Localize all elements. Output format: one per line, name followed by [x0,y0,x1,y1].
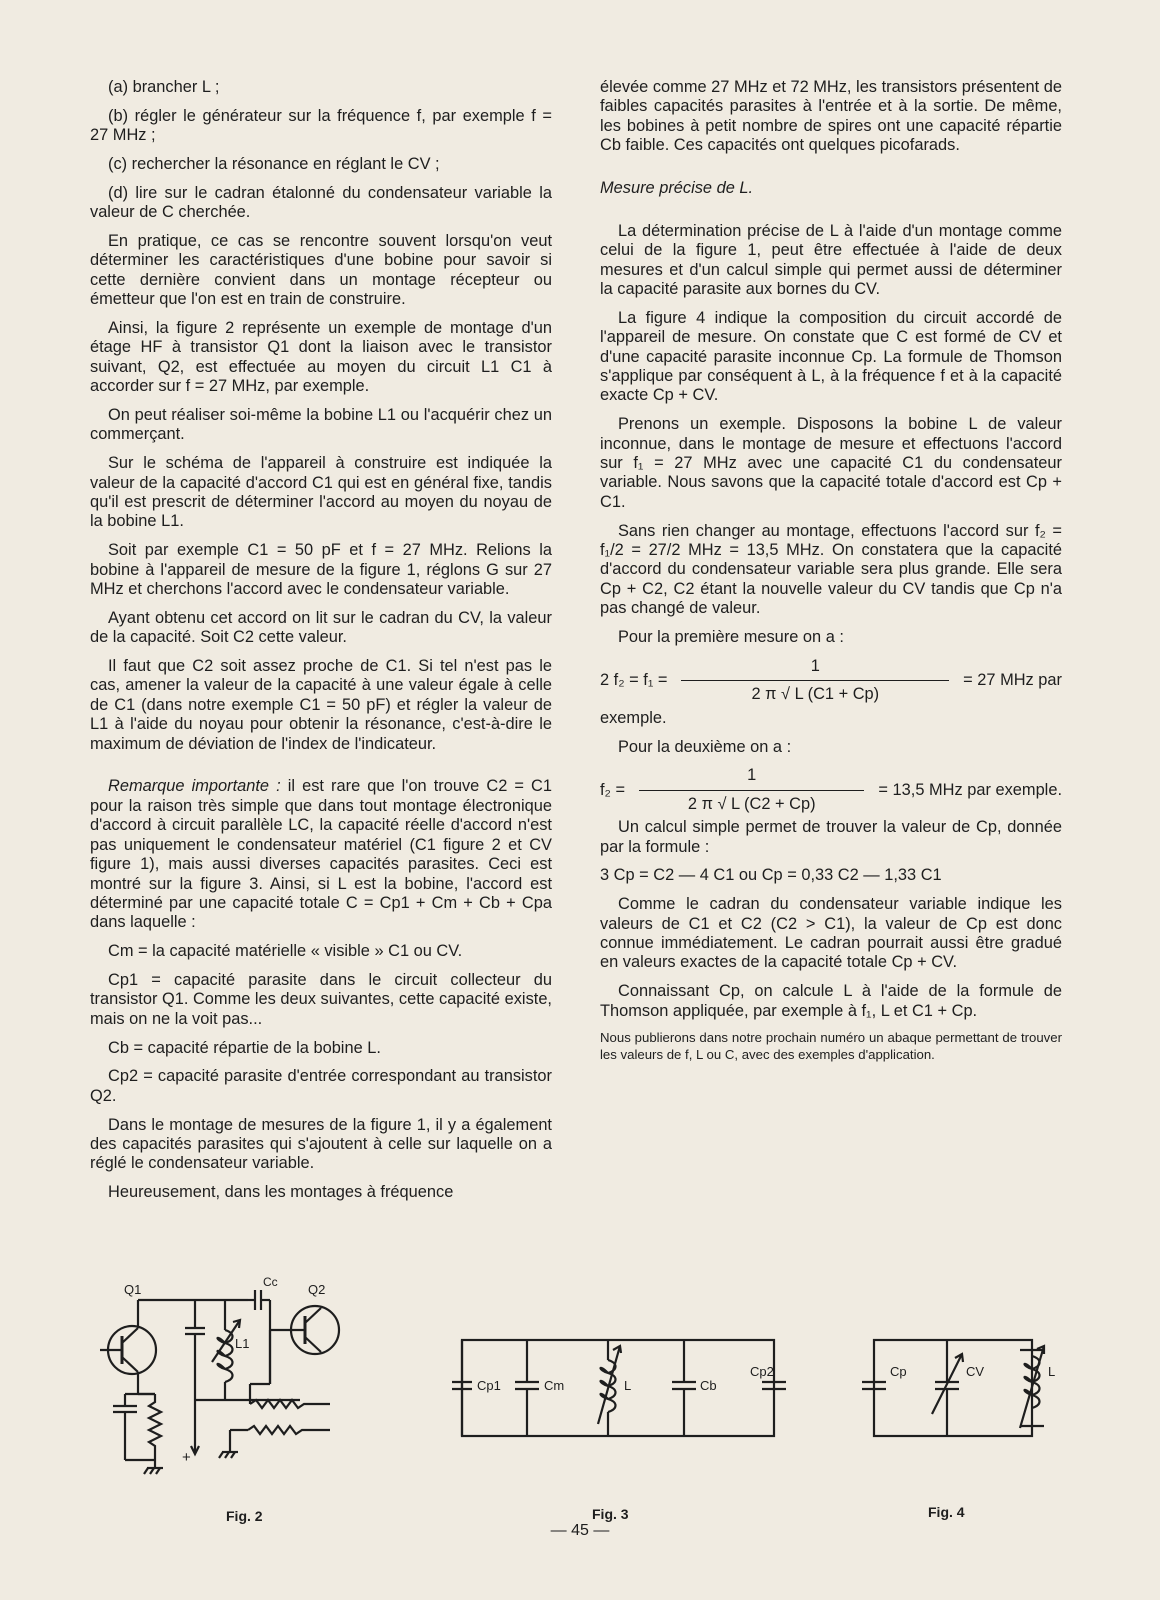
paragraph-text: Cm = la capacité matérielle « visible » C1 ou CV. [108,942,463,961]
paragraph-text: Dans le montage de mesures de la figure 1, il y a également des capacités parasites qui s'ajoutent à celle sur laquelle on a réglé le condensateur variable. [90,1115,552,1173]
paragraph: Pour la première mesure on a : [618,628,844,647]
equation-1-denominator: 2 π √ L (C1 + Cp) [751,685,880,704]
label-cm: Cm [544,1378,565,1393]
label-cc: Cc [263,1275,278,1289]
paragraph [90,454,552,532]
figure-4-circuit [862,1336,1062,1446]
paragraph: Un calcul simple permet de trouver la valeur de Cp, donnée par la formule : [600,818,1062,856]
paragraph-text: (b) régler le générateur sur la fréquence f, par exemple f = 27 MHz ; [90,106,552,145]
paragraph: Sans rien changer au montage, effectuons l'accord sur f₂ = f₁/2 = 27/2 MHz = 13,5 MHz. On constatera que la capacité d'accord du condensateur variable sera plus grande. Elle sera Cp + C2, C2 étant la nouvelle valeur du CV tandis que Cp n'a pas changé de valeur. [600,521,1062,618]
equation-1-numerator: 1 [681,657,949,681]
right-column [600,78,1062,1072]
equation-2-rhs: = 13,5 MHz par exemple. [878,780,1062,799]
paragraph [90,406,552,445]
paragraph-text: Sur le schéma de l'appareil à construire est indiquée la valeur de la capacité d'accord C1 qui est en général fixe, tandis qu'il est prescrit de déterminer l'accord au moyen du noyau de la bobine L1. [90,454,552,531]
paragraph-text: On peut réaliser soi-même la bobine L1 ou l'acquérir chez un commerçant. [90,406,552,444]
left-column [90,78,552,1212]
paragraph-text: Cb = capacité répartie de la bobine L. [108,1038,381,1057]
paragraph: Comme le cadran du condensateur variable indique les valeurs de C1 et C2 (C2 > C1), la valeur de Cp est donc connue immédiatement. Le cadran pourrait aussi être gradué en valeurs exactes de la capacité totale Cp + CV. [600,895,1062,972]
paragraph [90,541,552,599]
paragraph-text: Il faut que C2 soit assez proche de C1. Si tel n'est pas le cas, amener la valeur de la capacité à une valeur égale à celle de C1 (dans notre exemple C1 = 50 pF) et régler la valeur de L1 à l'aide du noyau pour obtenir la résonance, c'est-à-dire le maximum de déviation de l'index de l'indicateur. [90,657,552,753]
figure-4-caption: Fig. 4 [928,1504,965,1520]
paragraph [90,1039,552,1058]
equation-1 [600,657,1062,705]
paragraph [90,232,552,310]
equation-2-numerator: 1 [639,766,864,790]
paragraph: La détermination précise de L à l'aide d'un montage comme celui de la figure 1, peut être effectuée à l'aide de deux mesures et d'un calcul simple qui permet aussi de déterminer la capacité parasite aux bornes du CV. [600,221,1062,299]
paragraph: élevée comme 27 MHz et 72 MHz, les transistors présentent de faibles capacités parasites à l'entrée et à la sortie. De même, les bobines à petit nombre de spires ont une capacité répartie Cb faible. Ces capacités ont quelques picofarads. [600,78,1062,155]
paragraph-text: Heureusement, dans les montages à fréquence [108,1183,454,1202]
paragraph-text: (a) brancher L ; [108,78,220,96]
label-l: L [624,1378,632,1393]
paragraph-text: Cp2 = capacité parasite d'entrée correspondant au transistor Q2. [90,1067,552,1105]
paragraph-text: il est rare que l'on trouve C2 = C1 pour la raison très simple que dans tout montage électronique d'accord à circuit parallèle LC, la capacité réelle d'accord n'est pas uniquement le condensateur matériel (C1 figure 2 et CV figure 1), mais aussi diverses capacités parasites. Ceci est montré sur la figure 3. Ainsi, si L est la bobine, l'accord est déterminé par une capacité totale C = Cp1 + Cm + Cb + Cpa dans laquelle : [90,777,552,932]
paragraph [90,657,552,754]
figure-3-circuit [452,1336,792,1446]
paragraph-text: (c) rechercher la résonance en réglant le CV ; [108,155,440,173]
paragraph: Connaissant Cp, on calcule L à l'aide de la formule de Thomson appliquée, par exemple à f₁, L et C1 + Cp. [600,982,1062,1020]
paragraph [90,319,552,397]
label-cv: CV [966,1364,985,1379]
label-l1: L1 [235,1336,250,1351]
paragraph-text: Cp1 = capacité parasite dans le circuit collecteur du transistor Q1. Comme les deux suivantes, cette capacité existe, mais on ne la voit pas... [90,970,552,1028]
label-q2: Q2 [308,1282,326,1297]
paragraph [90,1183,552,1202]
equation-2-lhs: f₂ = [600,780,626,799]
paragraph [90,1116,552,1174]
equation-2 [600,766,1062,814]
spacer [90,763,552,777]
equation-1-rhs: = 27 MHz par [963,671,1062,690]
paragraph: Pour la deuxième on a : [618,737,792,756]
equation-1-lhs: 2 f₂ = f₁ = [600,671,668,690]
paragraph: exemple. [600,708,667,727]
paragraph [90,184,552,223]
section-heading: Mesure précise de L. [600,179,754,198]
equation-1-fraction [675,657,955,705]
paragraph [90,942,552,961]
paragraph-text: Soit par exemple C1 = 50 pF et f = 27 MHz. Relions la bobine à l'appareil de mesure de la figure 1, réglons G sur 27 MHz et cherchons l'accord avec le condensateur variable. [90,541,552,599]
paragraph-text: Ayant obtenu cet accord on lit sur le cadran du CV, la valeur de la capacité. Soit C2 cette valeur. [90,608,552,647]
label-cp2: Cp2 [750,1364,774,1379]
label-cb: Cb [700,1378,717,1393]
equation-3: 3 Cp = C2 — 4 C1 ou Cp = 0,33 C2 — 1,33 C1 [600,866,942,885]
figure-2-caption: Fig. 2 [226,1508,263,1524]
label-cp: Cp [890,1364,907,1379]
paragraph-text: En pratique, ce cas se rencontre souvent lorsqu'on veut déterminer les caractéristiques d'une bobine pour savoir si cette dernière convient dans un montage récepteur ou émetteur que l'on est en train de construire. [90,232,552,309]
paragraph-lead: Remarque importante : [108,777,281,796]
label-q1: Q1 [124,1282,142,1297]
label-l: L [1048,1364,1056,1379]
paragraph [90,777,552,932]
label-plus: + [182,1449,191,1466]
paragraph [90,155,552,174]
figure-3-caption: Fig. 3 [592,1506,629,1522]
equation-2-denominator: 2 π √ L (C2 + Cp) [687,794,816,813]
page-number: — 45 — [550,1522,610,1539]
figure-2-circuit [100,1275,360,1500]
paragraph [90,78,552,97]
paragraph [90,107,552,146]
paragraph [90,609,552,648]
footnote: Nous publierons dans notre prochain numéro un abaque permettant de trouver les valeurs de f, L ou C, avec des exemples d'application. [600,1030,1062,1062]
paragraph-text: Ainsi, la figure 2 représente un exemple de montage d'un étage HF à transistor Q1 dont la liaison avec le transistor suivant, Q2, est effectuée au moyen du circuit L1 C1 à accorder sur f = 27 MHz, par exemple. [90,319,552,396]
paragraph [90,1067,552,1106]
paragraph: La figure 4 indique la composition du circuit accordé de l'appareil de mesure. On constate que C est formé de CV et d'une capacité parasite inconnue Cp. La formule de Thomson s'applique par conséquent à L, à la fréquence f et à la capacité exacte Cp + CV. [600,308,1062,405]
paragraph: Prenons un exemple. Disposons la bobine L de valeur inconnue, dans le montage de mesure et effectuons l'accord sur f₁ = 27 MHz avec une capacité C1 du condensateur variable. Nous savons que la capacité totale d'accord est Cp + C1. [600,415,1062,511]
paragraph-text: (d) lire sur le cadran étalonné du condensateur variable la valeur de C cherchée. [90,183,552,222]
paragraph [90,971,552,1029]
label-cp1: Cp1 [477,1378,501,1393]
equation-2-fraction [633,766,870,814]
